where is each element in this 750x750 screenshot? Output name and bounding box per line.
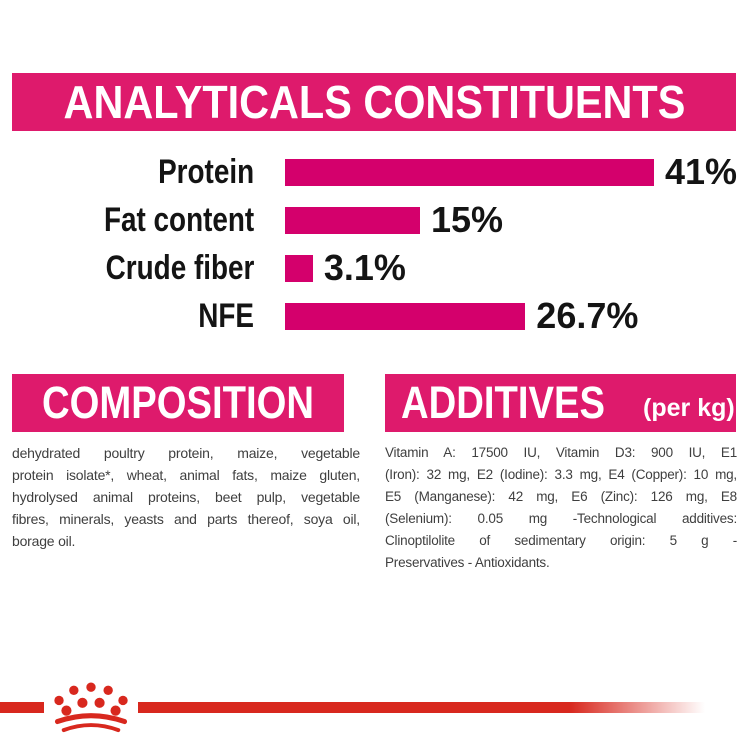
bar-fat bbox=[285, 207, 420, 234]
text-line: dehydrated poultry protein, maize, vegetable bbox=[12, 445, 360, 461]
text-line: borage oil. bbox=[12, 533, 76, 549]
text-line: Vitamin A: 17500 IU, Vitamin D3: 900 IU, E1 bbox=[385, 445, 737, 460]
composition-text bbox=[12, 442, 360, 552]
bar-value: 41% bbox=[665, 151, 738, 192]
additives-header bbox=[385, 374, 736, 432]
text-line: E5 (Manganese): 42 mg, E6 (Zinc): 126 mg, E8 bbox=[385, 489, 737, 504]
bar-label: Protein bbox=[157, 152, 254, 191]
composition-header bbox=[12, 374, 344, 432]
bar-protein bbox=[285, 159, 654, 186]
additives-title: ADDITIVES bbox=[401, 377, 606, 428]
chart-row-nfe bbox=[0, 292, 750, 340]
bar-value: 15% bbox=[431, 199, 504, 240]
chart-row-protein bbox=[0, 148, 750, 196]
additives-text bbox=[385, 442, 737, 574]
crown-logo bbox=[52, 680, 130, 735]
constituents-bar-chart bbox=[0, 148, 750, 340]
bar-nfe bbox=[285, 303, 525, 330]
bar-value: 3.1% bbox=[323, 247, 406, 288]
additives-per-kg-label: (per kg) bbox=[643, 393, 735, 422]
bar-crude-fiber bbox=[285, 255, 313, 282]
text-line: protein isolate*, wheat, animal fats, maize gluten, bbox=[12, 467, 360, 483]
analytical-constituents-header bbox=[12, 73, 736, 131]
bar-label: Fat content bbox=[103, 200, 254, 239]
text-line: hydrolysed animal proteins, beet pulp, vegetable bbox=[12, 489, 360, 505]
chart-row-fat bbox=[0, 196, 750, 244]
composition-title: COMPOSITION bbox=[41, 377, 314, 428]
text-line: (Iron): 32 mg, E2 (Iodine): 3.3 mg, E4 (Copper): 10 mg, bbox=[385, 467, 737, 482]
text-line: (Selenium): 0.05 mg -Technological additives: bbox=[385, 511, 737, 526]
text-line: Preservatives - Antioxidants. bbox=[385, 555, 550, 570]
text-line: Clinoptilolite of sedimentary origin: 5 g - bbox=[385, 533, 737, 548]
bar-value: 26.7% bbox=[536, 295, 639, 336]
bar-label: Crude fiber bbox=[105, 248, 254, 287]
text-line: fibres, minerals, yeasts and parts thereof, soya oil, bbox=[12, 511, 360, 527]
bar-label: NFE bbox=[198, 296, 254, 335]
chart-row-crude-fiber bbox=[0, 244, 750, 292]
analytical-constituents-title: ANALYTICALS CONSTITUENTS bbox=[63, 76, 685, 128]
